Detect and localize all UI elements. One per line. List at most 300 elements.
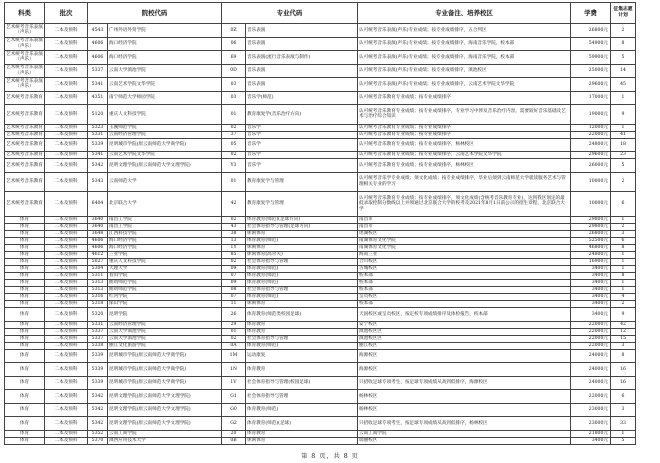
header-school-code: 院校代码: [88, 3, 222, 24]
batch-cell: 二本及预科: [45, 217, 88, 224]
school-name-cell: 云南工商学院: [108, 430, 222, 437]
major-code-cell: 1M: [222, 349, 246, 363]
major-code-cell: 01: [222, 328, 246, 335]
tuition-cell: 12000元: [571, 124, 611, 131]
major-code-cell: 02: [222, 259, 246, 266]
major-name-cell: 音乐学: [246, 138, 358, 152]
batch-cell: 二本及预科: [45, 238, 88, 245]
admission-table-sheet: [4, 2, 635, 445]
school-name-cell: 云南经济管理学院: [108, 131, 222, 138]
tuition-cell: 23000元: [571, 417, 611, 431]
batch-cell: 二本及预科: [45, 231, 88, 238]
major-name-cell: 音乐学: [246, 152, 358, 159]
major-name-cell: 音乐学(师范): [246, 91, 358, 105]
school-code-cell: 5339: [88, 349, 108, 363]
tuition-cell: 16900元: [571, 259, 611, 266]
major-name-cell: 教育康复学(音乐治疗方向): [246, 105, 358, 125]
remarks-cell: 校本部: [358, 280, 571, 287]
plan-cell: 45: [611, 78, 636, 92]
remarks-cell: 认可统考音乐表演(声乐)专业成绩；按专业成绩排序，滇池校区: [358, 64, 571, 78]
batch-cell: 二本及预科: [45, 363, 88, 377]
plan-cell: 1: [611, 266, 636, 273]
subject-cell: 体育: [5, 280, 45, 287]
table-row: [5, 280, 636, 287]
school-code-cell: 5331: [88, 131, 108, 138]
table-row: [5, 273, 636, 280]
tuition-cell: 24800元: [571, 138, 611, 152]
remarks-cell: 呈贡校区: [358, 294, 571, 301]
school-name-cell: 曲靖师范学院: [108, 280, 222, 287]
plan-cell: 1: [611, 287, 636, 294]
plan-cell: 6: [611, 238, 636, 245]
table-row: [5, 159, 636, 173]
remarks-cell: 安宁校区: [358, 321, 571, 328]
subject-cell: 艺术统考音乐教育: [6, 124, 43, 130]
subject-cell: 艺术统考音乐表演（声乐）: [6, 51, 43, 63]
major-code-cell: 03: [222, 91, 246, 105]
major-code-cell: Y3: [222, 159, 246, 173]
school-code-cell: 5341: [88, 152, 108, 159]
remarks-cell: 海源校区: [358, 349, 571, 363]
major-code-cell: 05: [222, 138, 246, 152]
tuition-cell: 24800元: [571, 252, 611, 259]
tuition-cell: 24000元: [571, 349, 611, 363]
table-row: [5, 294, 636, 301]
major-name-cell: 体育教育: [246, 321, 358, 328]
batch-cell: 二本及预科: [45, 430, 88, 437]
table-row: [5, 152, 636, 159]
major-code-cell: 29: [222, 321, 246, 328]
major-name-cell: 音乐表演: [246, 24, 358, 38]
plan-cell: 15: [611, 335, 636, 342]
remarks-cell: 只招收足球专项考生，按足球专项成绩从高到低排序，海源校区: [358, 376, 571, 390]
school-name-cell: 南昌工学院: [108, 217, 222, 224]
school-name-cell: 云南大学滇池学院: [108, 335, 222, 342]
school-code-cell: 5341: [88, 78, 108, 92]
table-row: [5, 192, 636, 217]
school-code-cell: 3640: [88, 224, 108, 231]
major-name-cell: 休闲体育(高尔夫): [246, 252, 358, 259]
table-row: [5, 245, 636, 252]
subject-cell: 体育: [5, 349, 45, 363]
major-name-cell: 音乐表演: [246, 37, 358, 51]
major-name-cell: 音乐学: [246, 159, 358, 173]
batch-cell: 二本及预科: [45, 131, 88, 138]
plan-cell: 2: [611, 172, 636, 192]
school-code-cell: 5304: [88, 266, 108, 273]
school-name-cell: 海口经济学院: [108, 238, 222, 245]
major-name-cell: 休闲体育: [246, 231, 358, 238]
school-code-cell: 3640: [88, 217, 108, 224]
subject-cell: 体育: [5, 328, 45, 335]
major-name-cell: 体育教育(师范): [246, 266, 358, 273]
subject-cell: 体育: [5, 321, 45, 328]
major-code-cell: 26: [222, 308, 246, 322]
admission-table: [4, 2, 636, 445]
remarks-cell: 南昌市: [358, 224, 571, 231]
major-code-cell: 37: [222, 131, 246, 138]
tuition-cell: 29600元: [571, 152, 611, 159]
major-name-cell: 社会体育指导与管理: [246, 259, 358, 266]
plan-cell: 12: [611, 328, 636, 335]
school-code-cell: 5318: [88, 301, 108, 308]
major-name-cell: 社会体育指导与管理: [246, 335, 358, 342]
major-code-cell: 20: [222, 430, 246, 437]
school-name-cell: 大理大学: [108, 266, 222, 273]
major-name-cell: 社会体育指导与管理(校园足球): [246, 376, 358, 390]
school-code-cell: 5342: [88, 390, 108, 404]
tuition-cell: 52500元: [571, 238, 611, 245]
subject-cell: 体育: [5, 245, 45, 252]
tuition-cell: 26000元: [571, 159, 611, 173]
table-row: [5, 266, 636, 273]
remarks-cell: 海南三亚: [358, 252, 571, 259]
school-name-cell: 昆明文理学院(原云南师范大学文理学院): [108, 390, 222, 404]
remarks-cell: 认可统考音乐教育专业成绩；按专业成绩排序: [358, 91, 571, 105]
tuition-cell: 21800元: [571, 430, 611, 437]
tuition-cell: 3400元: [571, 308, 611, 322]
table-row: [5, 301, 636, 308]
major-code-cell: 0Z: [222, 24, 246, 38]
school-name-cell: 南宁师范大学师园学院: [108, 91, 222, 105]
school-code-cell: 4351: [88, 91, 108, 105]
school-name-cell: 云南艺术学院文华学院: [108, 152, 222, 159]
school-name-cell: 云南经济管理学院: [108, 321, 222, 328]
table-row: [5, 321, 636, 328]
major-code-cell: 09: [222, 280, 246, 287]
major-name-cell: 音乐表演: [246, 78, 358, 92]
remarks-cell: 海源校区: [358, 363, 571, 377]
plan-cell: 14: [611, 64, 636, 78]
school-code-cell: 5352: [88, 430, 108, 437]
batch-cell: 二本及预科: [45, 335, 88, 342]
subject-cell: 体育: [5, 238, 45, 245]
tuition-cell: 3400元: [571, 437, 611, 444]
subject-cell: 体育: [5, 231, 45, 238]
school-name-cell: 普洱学院: [108, 273, 222, 280]
tuition-cell: 26800元: [571, 24, 611, 38]
tuition-cell: 3400元: [571, 266, 611, 273]
plan-cell: 1: [611, 430, 636, 437]
table-row: [5, 363, 636, 377]
remarks-cell: 南昌市: [358, 217, 571, 224]
school-name-cell: 南昌工学院: [108, 224, 222, 231]
batch-cell: 二本及预科: [45, 124, 88, 131]
plan-cell: 9: [611, 308, 636, 322]
school-code-cell: 5342: [88, 403, 108, 417]
subject-cell: 体育: [5, 294, 45, 301]
major-name-cell: 体育教育(师范): [246, 342, 358, 349]
school-name-cell: 海口经济学院: [108, 37, 222, 51]
remarks-cell: 滇池校区区: [358, 335, 571, 342]
school-code-cell: 5338: [88, 342, 108, 349]
plan-cell: 8: [611, 349, 636, 363]
tuition-cell: 29800元: [571, 224, 611, 231]
tuition-cell: 26800元: [571, 231, 611, 238]
major-name-cell: 体育教育(师范)(足球方向): [246, 217, 358, 224]
table-row: [5, 287, 636, 294]
school-code-cell: 5337: [88, 328, 108, 335]
school-name-cell: 昆明城市学院(原云南师范大学商学院): [108, 363, 222, 377]
school-name-cell: 云南师范大学: [108, 172, 222, 192]
header-plan: 征集志愿计划: [611, 3, 636, 24]
school-name-cell: 云南艺术学院文华学院: [108, 78, 222, 92]
school-name-cell: 广州外语外贸学院: [108, 24, 222, 38]
subject-cell: 艺术统考音乐表演（声乐）: [6, 65, 43, 76]
plan-cell: 23: [611, 152, 636, 159]
major-name-cell: 休闲体育: [246, 437, 358, 444]
batch-cell: 二本及预科: [45, 224, 88, 231]
batch-cell: 二本及预科: [45, 159, 88, 173]
remarks-cell: 认可统考音乐表演(声乐)专业成绩；按专业成绩排序，海南音乐学院，校本部: [358, 37, 571, 51]
table-row: [5, 131, 636, 138]
major-code-cell: 1Y: [222, 245, 246, 252]
table-row: [5, 78, 636, 92]
table-row: [5, 91, 636, 105]
major-code-cell: 1N: [222, 363, 246, 377]
major-code-cell: 69: [222, 51, 246, 65]
plan-cell: 3: [611, 342, 636, 349]
major-name-cell: 体育教育(师范): [246, 294, 358, 301]
major-code-cell: 13: [222, 238, 246, 245]
tuition-cell: 22000元: [571, 328, 611, 335]
school-name-cell: 北京联合大学: [108, 192, 222, 217]
major-name-cell: 体育教育(师范): [246, 238, 358, 245]
school-code-cell: 5027: [88, 259, 108, 266]
tuition-cell: 3400元: [571, 294, 611, 301]
subject-cell: 体育: [5, 266, 45, 273]
batch-cell: 二本及预科: [45, 91, 88, 105]
school-name-cell: 海口经济学院: [108, 245, 222, 252]
tuition-cell: 22000元: [571, 131, 611, 138]
subject-cell: 体育: [5, 363, 45, 377]
school-code-cell: 5337: [88, 64, 108, 78]
major-name-cell: 教育康复学与管理: [246, 192, 358, 217]
remarks-cell: 认可统考音乐教育专业成绩；按专业成绩排序，杨林校区: [358, 138, 571, 152]
major-code-cell: 09: [222, 266, 246, 273]
major-code-cell: 0B: [222, 437, 246, 444]
batch-cell: 二本及预科: [45, 287, 88, 294]
major-name-cell: 社会体育指导与管理(足球方向): [246, 224, 358, 231]
major-code-cell: G1: [222, 390, 246, 404]
plan-cell: 2: [611, 224, 636, 231]
school-name-cell: 昆明城市学院(原云南师范大学商学院): [108, 138, 222, 152]
subject-cell: 体育: [5, 252, 45, 259]
school-code-cell: 5339: [88, 376, 108, 390]
school-code-cell: 5339: [88, 363, 108, 377]
header-subject: 科类: [5, 3, 45, 24]
batch-cell: 二本及预科: [45, 273, 88, 280]
batch-cell: 二本及预科: [45, 376, 88, 390]
school-name-cell: 海口经济学院: [108, 51, 222, 65]
batch-cell: 二本及预科: [45, 417, 88, 431]
major-code-cell: G2: [222, 417, 246, 431]
subject-cell: 体育: [5, 308, 45, 322]
school-code-cell: 4606: [88, 245, 108, 252]
subject-cell: 体育: [5, 224, 45, 231]
school-code-cell: 5320: [88, 308, 108, 322]
major-code-cell: 0A: [222, 342, 246, 349]
remarks-cell: 丽江校区: [358, 342, 571, 349]
table-row: [5, 124, 636, 131]
batch-cell: 二本及预科: [45, 105, 88, 125]
school-code-cell: 3648: [88, 231, 108, 238]
subject-cell: 艺术统考音乐教育: [6, 131, 43, 137]
table-row: [5, 390, 636, 404]
batch-cell: 二本及预科: [45, 321, 88, 328]
school-name-cell: 红河学院: [108, 294, 222, 301]
remarks-cell: 认可统考音乐表演(声乐)专业成绩；按专业成绩排序，海南音乐学院，校本部: [358, 51, 571, 65]
remarks-cell: 认可统考音乐教育专业成绩；按专业成绩排序，云南艺术学院文华学院: [358, 152, 571, 159]
table-row: [5, 403, 636, 417]
school-code-cell: 4612: [88, 252, 108, 259]
batch-cell: 二本及预科: [45, 308, 88, 322]
batch-cell: 二本及预科: [45, 24, 88, 38]
major-code-cell: 06: [222, 37, 246, 51]
tuition-cell: 22000元: [571, 390, 611, 404]
batch-cell: 二本及预科: [45, 64, 88, 78]
plan-cell: 1: [611, 280, 636, 287]
major-name-cell: 体育教育: [246, 363, 358, 377]
school-name-cell: 曲靖师范学院: [108, 287, 222, 294]
school-name-cell: 丽江文化旅游学院: [108, 342, 222, 349]
major-name-cell: 体育教育: [246, 328, 358, 335]
header-major-code: 专业代码: [222, 3, 358, 24]
table-row: [5, 335, 636, 342]
remarks-cell: 认可统考音乐表演(声乐)专业成绩；按专业成绩排序，五合列区: [358, 24, 571, 38]
remarks-cell: 认可统考音乐教育专业成绩；按专业成绩排序: [358, 124, 571, 131]
school-code-cell: 4606: [88, 37, 108, 51]
subject-cell: 体育: [5, 301, 45, 308]
header-tuition: 学费: [571, 3, 611, 24]
table-row: [5, 252, 636, 259]
table-row: [5, 172, 636, 192]
remarks-cell: 杨林校区: [358, 403, 571, 417]
school-name-cell: 云南大学滇池学院: [108, 64, 222, 78]
major-code-cell: 11: [222, 301, 246, 308]
header-batch: 批次: [45, 3, 88, 24]
major-name-cell: 休闲体育: [246, 245, 358, 252]
plan-cell: 1: [611, 252, 636, 259]
subject-cell: 艺术统考音乐表演（声乐）: [6, 78, 43, 90]
major-name-cell: 体育教育(师范): [246, 280, 358, 287]
plan-cell: 4: [611, 294, 636, 301]
remarks-cell: 瑞丽校区: [358, 437, 571, 444]
tuition-cell: 24000元: [571, 376, 611, 390]
school-code-cell: 4543: [88, 24, 108, 38]
plan-cell: 5: [611, 159, 636, 173]
plan-cell: 5: [611, 51, 636, 65]
plan-cell: 8: [611, 37, 636, 51]
tuition-cell: 54900元: [571, 37, 611, 51]
major-code-cell: 03: [222, 78, 246, 92]
table-row: [5, 417, 636, 431]
major-name-cell: 体育教育(师范类校园足球): [246, 308, 358, 322]
table-row: [5, 376, 636, 390]
tuition-cell: 17000元: [571, 91, 611, 105]
school-code-cell: 5343: [88, 172, 108, 192]
plan-cell: 18: [611, 138, 636, 152]
major-code-cell: 07: [222, 294, 246, 301]
remarks-cell: 古城校区: [358, 266, 571, 273]
remarks-cell: 认可统考音乐学专业成绩；须文化成绩；按专业成绩排序，毕业后须到云南师范大学就读服务艺术与管理相关专业的学习: [358, 172, 571, 192]
remarks-cell: 认可统考音乐教育专业成绩；按专业成绩排序: [358, 131, 571, 138]
subject-cell: 体育: [5, 390, 45, 404]
tuition-cell: 22000元: [571, 342, 611, 349]
table-row: [5, 224, 636, 231]
school-code-cell: 5339: [88, 138, 108, 152]
remarks-cell: 杨林校区: [358, 390, 571, 404]
remarks-cell: 云南工商学院: [358, 430, 571, 437]
subject-cell: 艺术统考音乐教育: [5, 172, 45, 192]
school-code-cell: 5331: [88, 321, 108, 328]
remarks-cell: 天国校区或呈贡校区，按定校专项成绩排序及体检报告，校本部: [358, 308, 571, 322]
major-code-cell: 02: [222, 335, 246, 342]
table-row: [5, 37, 636, 51]
major-name-cell: 音乐表演(流行音乐表演与制作): [246, 51, 358, 65]
major-code-cell: G0: [222, 403, 246, 417]
school-name-cell: 江西科技学院: [108, 231, 222, 238]
school-code-cell: 5342: [88, 417, 108, 431]
major-name-cell: 社会体育指导与管理: [246, 390, 358, 404]
subject-cell: 体育: [5, 273, 45, 280]
table-row: [5, 24, 636, 38]
subject-cell: 体育: [5, 335, 45, 342]
subject-cell: 艺术统考音乐教育: [6, 152, 43, 158]
batch-cell: 二本及预科: [45, 78, 88, 92]
remarks-cell: 认可统考音乐表演(声乐)专业成绩；按专业成绩排序，云南艺术学院文华学院: [358, 78, 571, 92]
major-name-cell: 音乐表演: [246, 64, 358, 78]
subject-cell: 体育: [5, 403, 45, 417]
table-row: [5, 231, 636, 238]
subject-cell: 艺术统考音乐教育: [5, 159, 45, 173]
school-name-cell: 玉溪师范学院: [108, 124, 222, 131]
subject-cell: 体育: [5, 217, 45, 224]
school-name-cell: 滇西应用技术大学: [108, 437, 222, 444]
school-name-cell: 昆明文理学院(原云南师范大学文理学院): [108, 403, 222, 417]
plan-cell: 42: [611, 321, 636, 328]
school-code-cell: 5311: [88, 273, 108, 280]
plan-cell: 8: [611, 245, 636, 252]
tuition-cell: 29800元: [571, 217, 611, 224]
tuition-cell: 25000元: [571, 64, 611, 78]
school-name-cell: 昆明城市学院(原云南师范大学商学院): [108, 349, 222, 363]
school-name-cell: 保山学院: [108, 301, 222, 308]
batch-cell: 二本及预科: [45, 301, 88, 308]
subject-cell: 艺术统考音乐表演（声乐）: [6, 24, 43, 36]
remarks-cell: 南湖体育文化学院: [358, 245, 571, 252]
major-name-cell: 体育教育: [246, 430, 358, 437]
tuition-cell: 22000元: [571, 335, 611, 342]
subject-cell: 艺术统考音乐表演（声乐）: [6, 38, 43, 49]
batch-cell: 二本及预科: [45, 403, 88, 417]
major-name-cell: 体育教育(师范): [246, 403, 358, 417]
remarks-cell: 瑶湖校区: [358, 231, 571, 238]
subject-cell: 艺术统考音乐教育: [5, 105, 45, 125]
school-name-cell: 重庆人文科技学院: [108, 105, 222, 125]
table-row: [5, 51, 636, 65]
school-name-cell: 昆明学院: [108, 308, 222, 322]
plan-cell: 6: [611, 390, 636, 404]
plan-cell: 2: [611, 301, 636, 308]
school-code-cell: 5316: [88, 294, 108, 301]
major-name-cell: 音乐学: [246, 131, 358, 138]
school-name-cell: 三亚学院: [108, 252, 222, 259]
plan-cell: 6: [611, 192, 636, 217]
table-row: [5, 437, 636, 444]
batch-cell: 二本及预科: [45, 138, 88, 152]
batch-cell: 二本及预科: [45, 294, 88, 301]
